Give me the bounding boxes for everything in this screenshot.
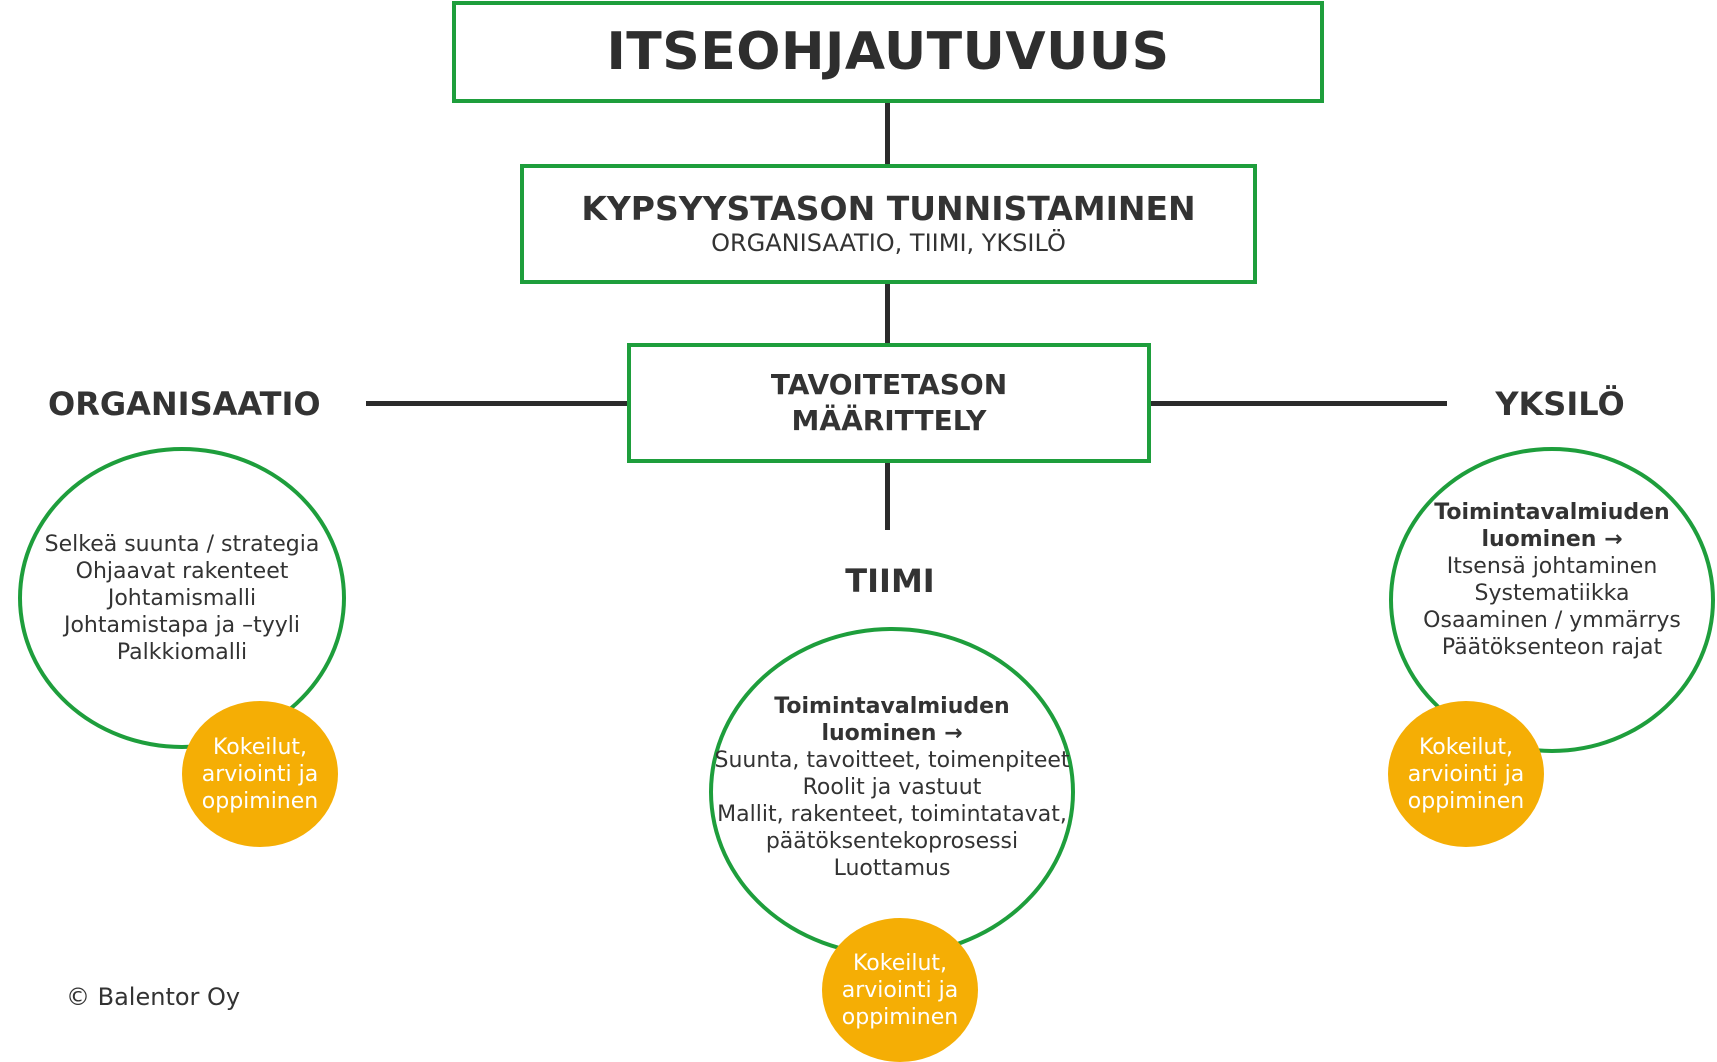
connector-goal-to-organisation — [366, 401, 630, 406]
badge-line: Kokeilut, — [1418, 734, 1514, 760]
team-badge — [822, 918, 978, 1062]
individual-item: Päätöksenteon rajat — [1441, 635, 1663, 660]
maturity-box-subtitle: ORGANISAATIO, TIIMI, YKSILÖ — [711, 229, 1066, 257]
badge-line: Kokeilut, — [852, 950, 948, 976]
maturity-box — [520, 164, 1257, 284]
connector-top-to-maturity — [885, 102, 890, 166]
copyright-text: © Balentor Oy — [66, 983, 241, 1011]
individual-item: Itsensä johtaminen — [1446, 554, 1658, 579]
individual-badge — [1388, 701, 1544, 847]
organisation-item: Selkeä suunta / strategia — [44, 531, 320, 557]
badge-line: Kokeilut, — [212, 734, 308, 760]
goal-box-line1: TAVOITETASON — [770, 368, 1008, 401]
organisation-item: Palkkiomalli — [116, 639, 248, 665]
badge-line: arviointi ja — [841, 977, 959, 1003]
team-heading: Toimintavalmiuden — [774, 693, 1010, 719]
team-item: Mallit, rakenteet, toimintatavat, — [717, 801, 1067, 827]
organisation-item: Ohjaavat rakenteet — [75, 558, 289, 584]
goal-box-line2: MÄÄRITTELY — [791, 404, 987, 437]
team-item: päätöksentekoprosessi — [765, 828, 1019, 854]
badge-line: oppiminen — [201, 788, 319, 814]
organisation-item: Johtamistapa ja –tyyli — [63, 612, 301, 638]
top-box-title: ITSEOHJAUTUVUUS — [606, 22, 1170, 82]
organisation-circle — [18, 447, 346, 749]
organisation-badge — [182, 701, 338, 847]
individual-label: YKSILÖ — [1495, 385, 1625, 423]
connector-maturity-to-goal — [885, 282, 890, 346]
team-heading: luominen → — [821, 720, 963, 746]
organisation-label: ORGANISAATIO — [48, 385, 321, 423]
team-label: TIIMI — [845, 562, 935, 600]
badge-line: arviointi ja — [1407, 761, 1525, 787]
connector-goal-to-individual — [1148, 401, 1447, 406]
badge-line: oppiminen — [841, 1004, 959, 1030]
team-circle — [709, 627, 1075, 957]
team-item: Suunta, tavoitteet, toimenpiteet — [714, 747, 1070, 773]
team-item: Roolit ja vastuut — [802, 774, 982, 800]
individual-item: Osaaminen / ymmärrys — [1423, 608, 1681, 633]
badge-line: arviointi ja — [201, 761, 319, 787]
goal-box — [627, 343, 1151, 463]
badge-line: oppiminen — [1407, 788, 1525, 814]
individual-heading: Toimintavalmiuden — [1434, 500, 1670, 525]
organisation-item: Johtamismalli — [107, 585, 257, 611]
individual-item: Systematiikka — [1474, 581, 1630, 606]
top-box — [452, 1, 1324, 103]
maturity-box-title: KYPSYYSTASON TUNNISTAMINEN — [581, 189, 1196, 228]
individual-heading: luominen → — [1481, 527, 1623, 552]
team-item: Luottamus — [833, 855, 951, 881]
connector-goal-to-team — [885, 460, 890, 530]
